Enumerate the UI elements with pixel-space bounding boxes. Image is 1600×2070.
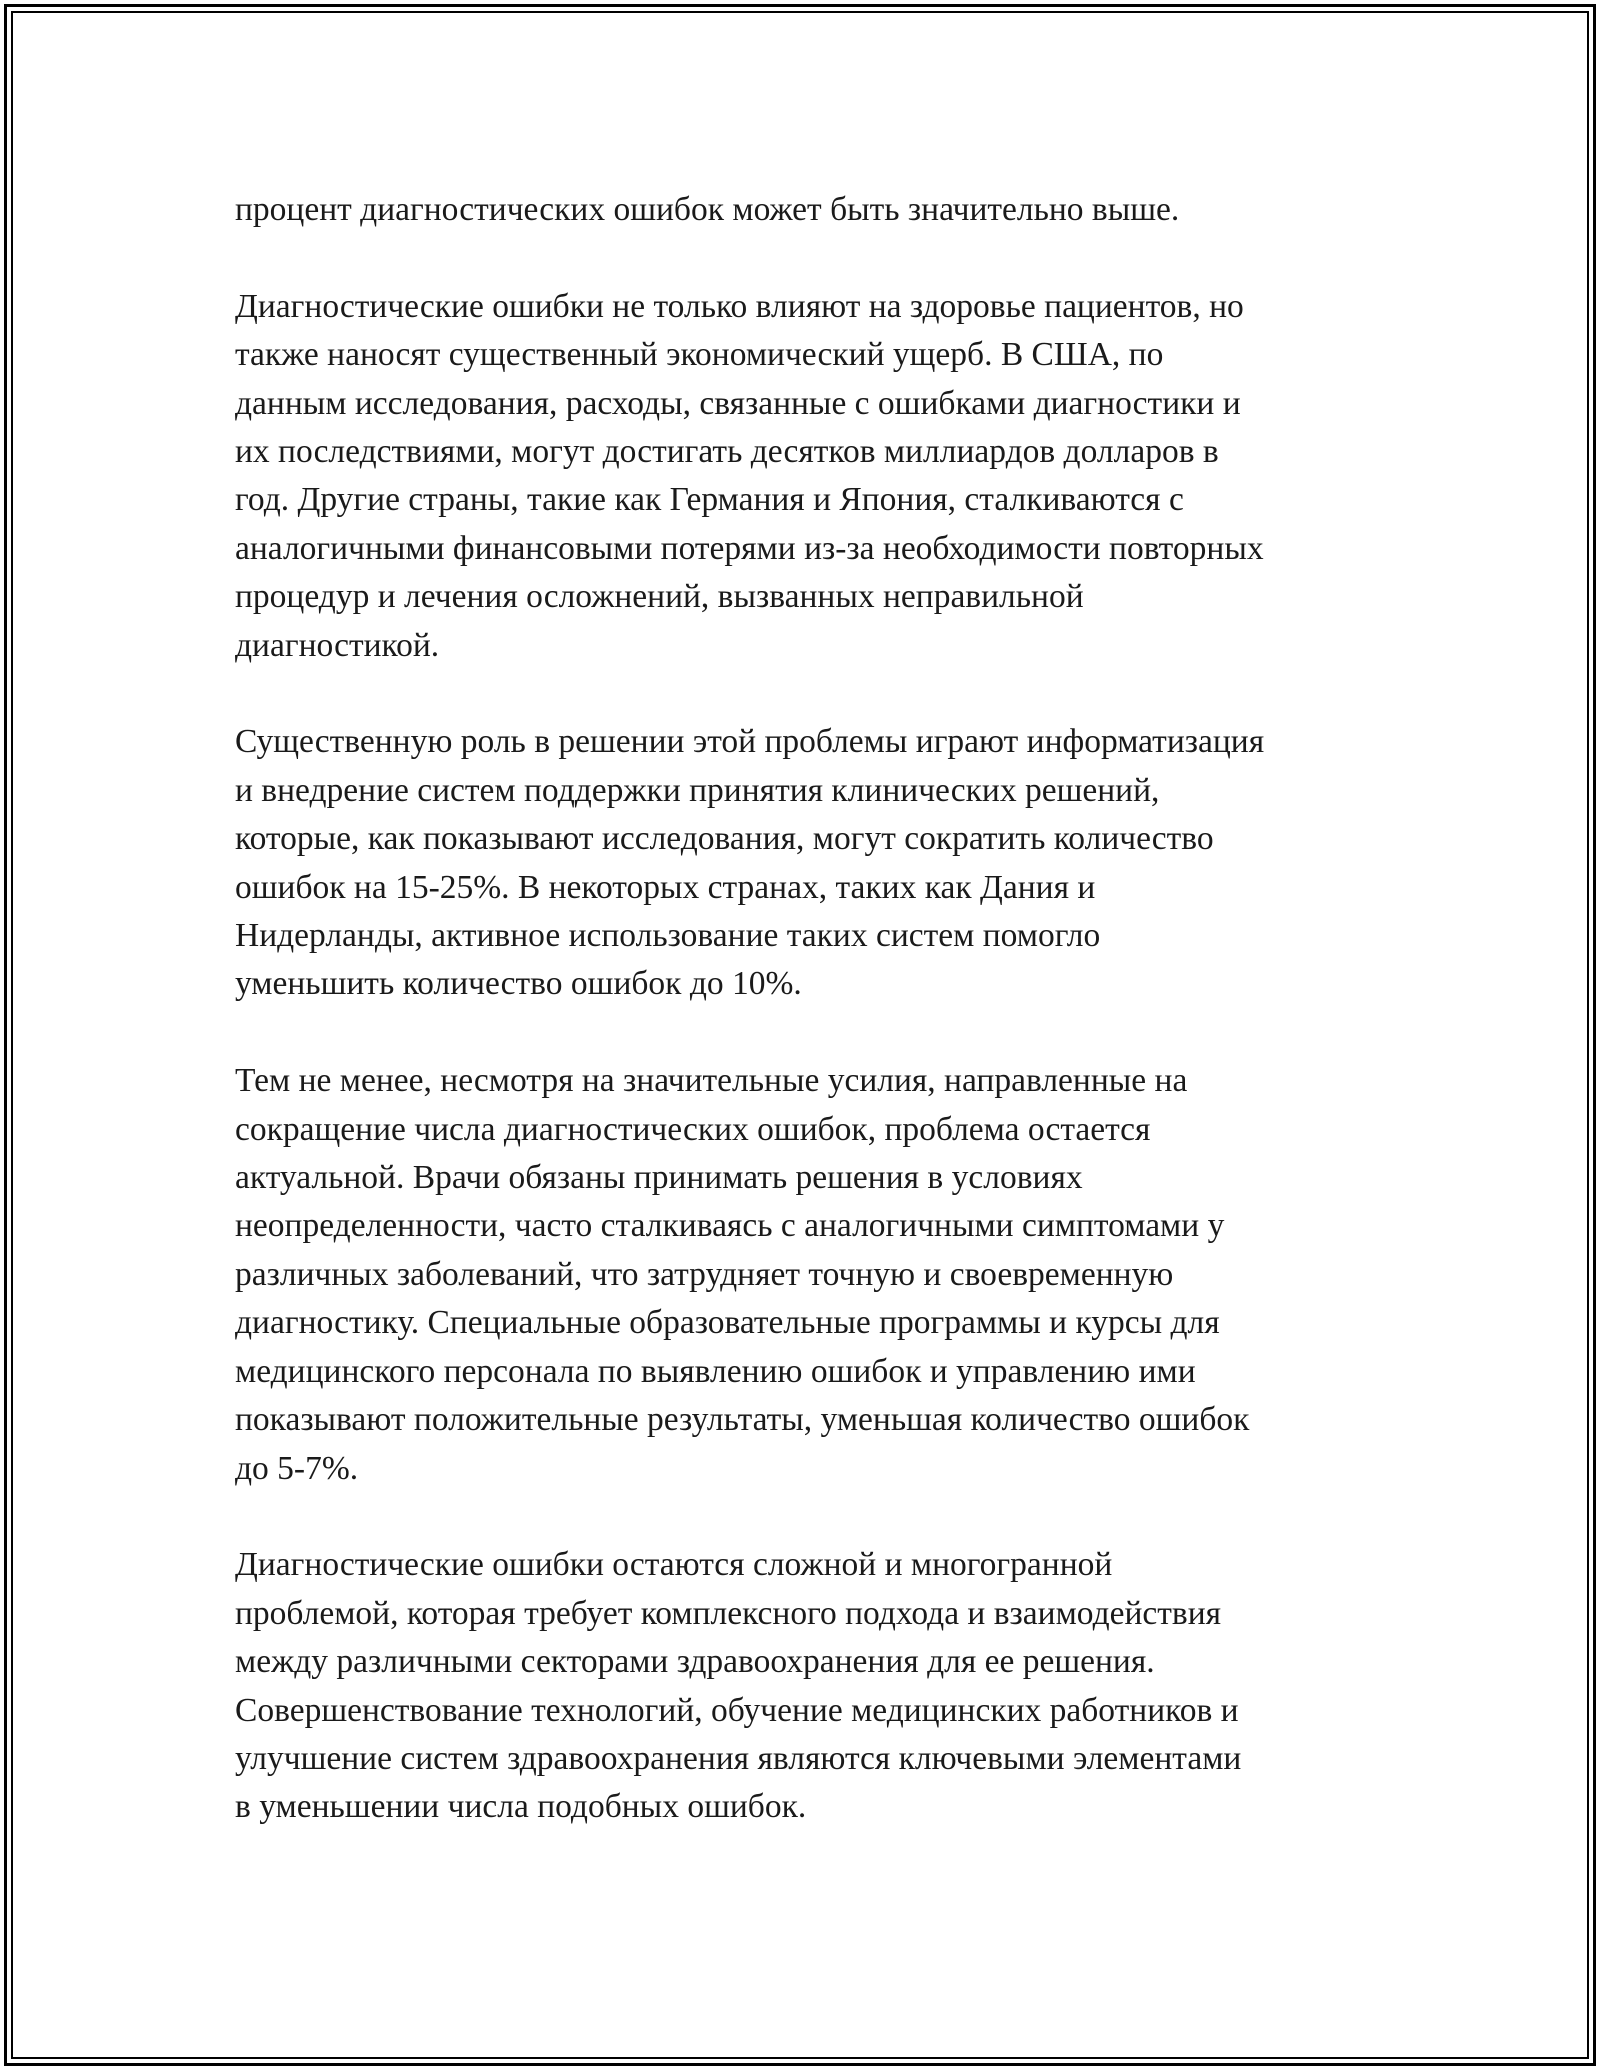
- text-line: год. Другие страны, такие как Германия и Япония, сталкиваются с: [235, 481, 1184, 519]
- text-line: диагностикой.: [235, 626, 440, 664]
- text-line: в уменьшении числа подобных ошибок.: [235, 1788, 807, 1826]
- text-line: уменьшить количество ошибок до 10%.: [235, 965, 802, 1003]
- text-line: неопределенности, часто сталкиваясь с аналогичными симптомами у: [235, 1207, 1225, 1245]
- text-line: которые, как показывают исследования, могут сократить количество: [235, 820, 1214, 858]
- text-line: процедур и лечения осложнений, вызванных неправильной: [235, 578, 1084, 616]
- text-line: Нидерланды, активное использование таких систем помогло: [235, 917, 1101, 955]
- text-line: до 5-7%.: [235, 1449, 359, 1487]
- paragraph-2: [235, 283, 1385, 670]
- text-line: проблемой, которая требует комплексного подхода и взаимодействия: [235, 1594, 1222, 1632]
- text-line: различных заболеваний, что затрудняет точную и своевременную: [235, 1255, 1174, 1293]
- text-line: диагностику. Специальные образовательные программы и курсы для: [235, 1304, 1220, 1342]
- text-line: и внедрение систем поддержки принятия клинических решений,: [235, 771, 1160, 809]
- paragraph-4: [235, 1057, 1385, 1493]
- text-line: между различными секторами здравоохранения для ее решения.: [235, 1643, 1155, 1681]
- text-line: медицинского персонала по выявлению ошибок и управлению ими: [235, 1352, 1196, 1390]
- text-line: аналогичными финансовыми потерями из-за необходимости повторных: [235, 529, 1264, 567]
- text-line: данным исследования, расходы, связанные с ошибками диагностики и: [235, 384, 1241, 422]
- text-line: улучшение систем здравоохранения являются ключевыми элементами: [235, 1739, 1242, 1777]
- text-line: Тем не менее, несмотря на значительные усилия, направленные на: [235, 1062, 1188, 1100]
- text-line: актуальной. Врачи обязаны принимать решения в условиях: [235, 1159, 1083, 1197]
- paragraph-1: [235, 186, 1385, 234]
- text-line: ошибок на 15-25%. В некоторых странах, таких как Дания и: [235, 868, 1096, 906]
- text-line: показывают положительные результаты, уменьшая количество ошибок: [235, 1401, 1250, 1439]
- document-body: [235, 186, 1385, 1880]
- paragraph-3: [235, 718, 1385, 1008]
- text-line: процент диагностических ошибок может быть значительно выше.: [235, 191, 1180, 228]
- text-line: также наносят существенный экономический ущерб. В США, по: [235, 336, 1164, 374]
- text-line: Диагностические ошибки остаются сложной и многогранной: [235, 1546, 1113, 1584]
- text-line: Существенную роль в решении этой проблемы играют информатизация: [235, 723, 1265, 761]
- text-line: сокращение числа диагностических ошибок, проблема остается: [235, 1110, 1151, 1148]
- text-line: Диагностические ошибки не только влияют на здоровье пациентов, но: [235, 287, 1244, 325]
- text-line: их последствиями, могут достигать десятков миллиардов долларов в: [235, 433, 1219, 471]
- paragraph-5: [235, 1541, 1385, 1831]
- text-line: Совершенствование технологий, обучение медицинских работников и: [235, 1691, 1239, 1729]
